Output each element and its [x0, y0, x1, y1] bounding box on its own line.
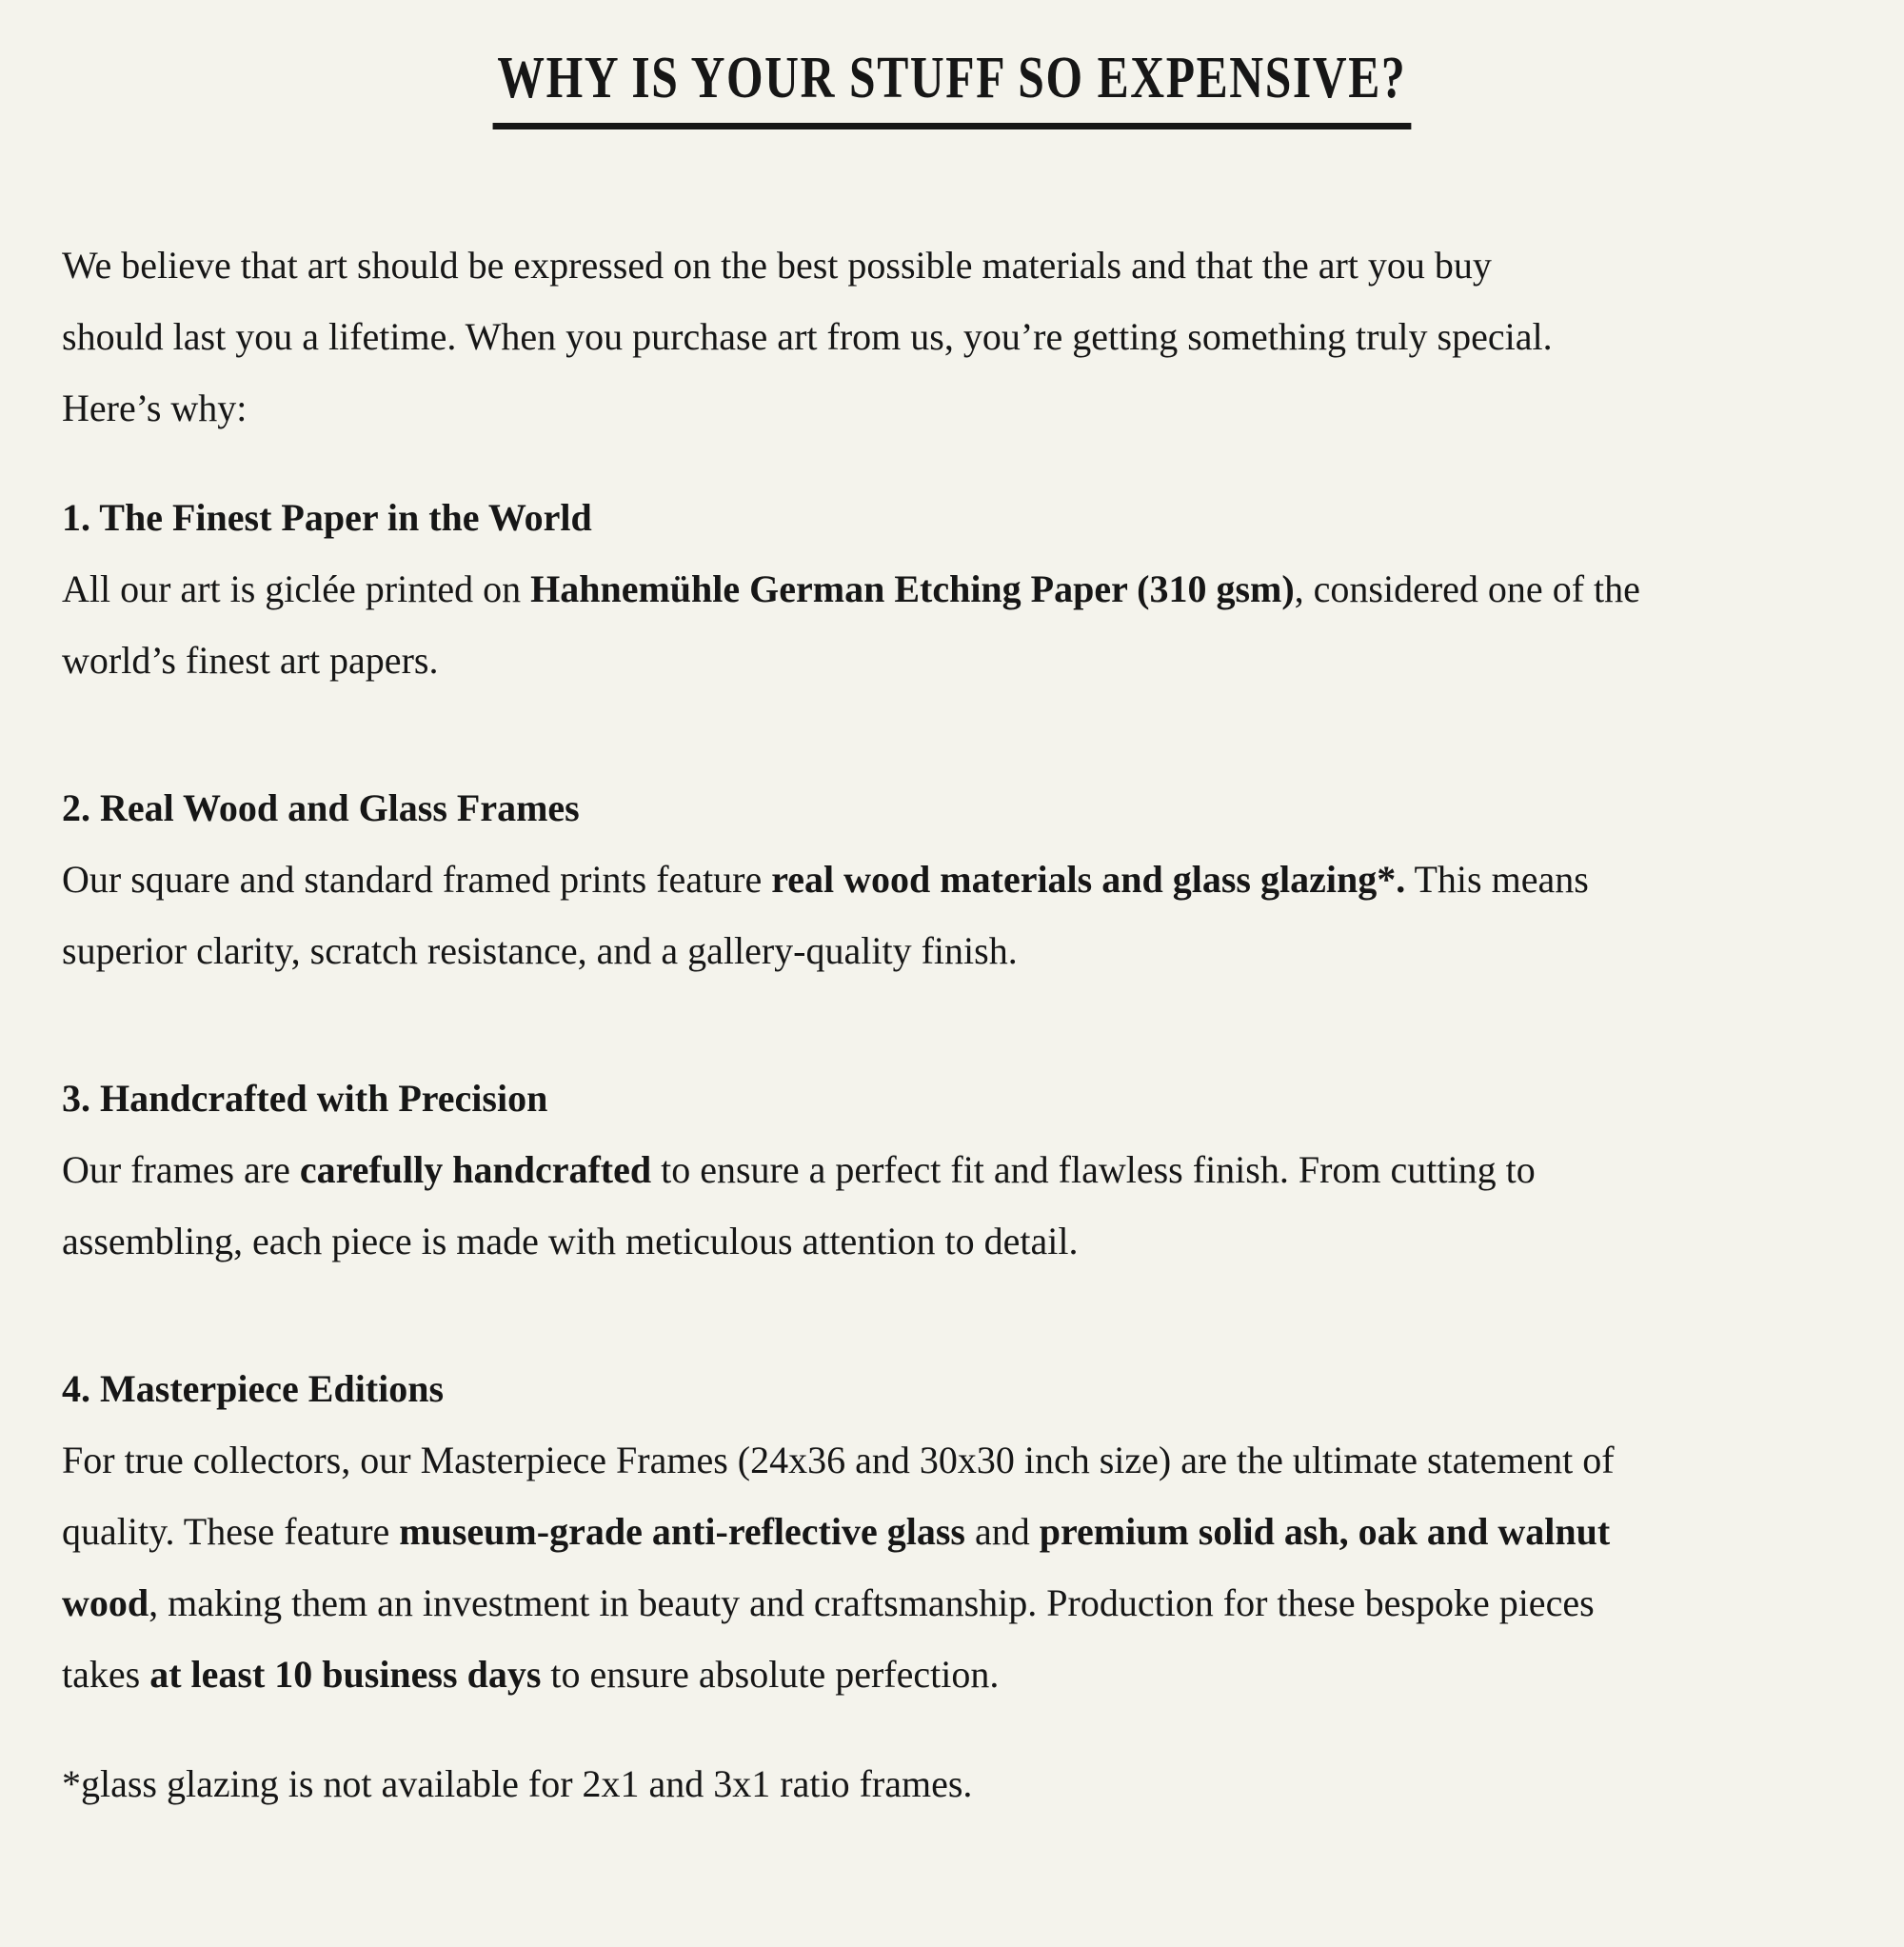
text-line: All our art is giclée printed on Hahnemühle German Etching Paper (310 gsm), considered one of the	[62, 567, 1640, 611]
text-line: Here’s why:	[62, 387, 248, 430]
text-line: wood, making them an investment in beauty and craftsmanship. Production for these bespoke pieces	[62, 1581, 1595, 1625]
document-page	[0, 43, 1904, 1819]
section-handcrafted	[62, 1063, 1842, 1277]
section-finest-paper	[62, 482, 1842, 696]
text-line: quality. These feature museum-grade anti-reflective glass and premium solid ash, oak and walnut	[62, 1510, 1611, 1554]
section-body	[62, 844, 1842, 986]
section-body	[62, 1134, 1842, 1277]
footnote: *glass glazing is not available for 2x1 and 3x1 ratio frames.	[62, 1762, 973, 1806]
page-title: WHY IS YOUR STUFF SO EXPENSIVE?	[493, 43, 1412, 129]
text-line: For true collectors, our Masterpiece Frames (24x36 and 30x30 inch size) are the ultimate statement of	[62, 1439, 1615, 1482]
section-body	[62, 553, 1842, 696]
text-line: world’s finest art papers.	[62, 639, 439, 683]
intro-paragraph	[62, 229, 1842, 444]
text-line: Our square and standard framed prints feature real wood materials and glass glazing*. This means	[62, 858, 1589, 902]
section-heading: 4. Masterpiece Editions	[62, 1367, 445, 1411]
section-wood-glass-frames	[62, 772, 1842, 986]
section-heading: 1. The Finest Paper in the World	[62, 496, 592, 540]
text-line: assembling, each piece is made with meticulous attention to detail.	[62, 1220, 1079, 1263]
text-line: superior clarity, scratch resistance, and a gallery-quality finish.	[62, 929, 1018, 973]
text-line: should last you a lifetime. When you purchase art from us, you’re getting something truly special.	[62, 315, 1553, 359]
section-body	[62, 1424, 1842, 1710]
section-masterpiece-editions	[62, 1353, 1842, 1710]
section-heading: 2. Real Wood and Glass Frames	[62, 786, 580, 830]
section-heading: 3. Handcrafted with Precision	[62, 1077, 548, 1121]
text-line: takes at least 10 business days to ensure absolute perfection.	[62, 1653, 1000, 1697]
title-row	[62, 43, 1842, 129]
text-line: We believe that art should be expressed on the best possible materials and that the art you buy	[62, 244, 1492, 288]
text-line: Our frames are carefully handcrafted to ensure a perfect fit and flawless finish. From cutting to	[62, 1148, 1536, 1192]
